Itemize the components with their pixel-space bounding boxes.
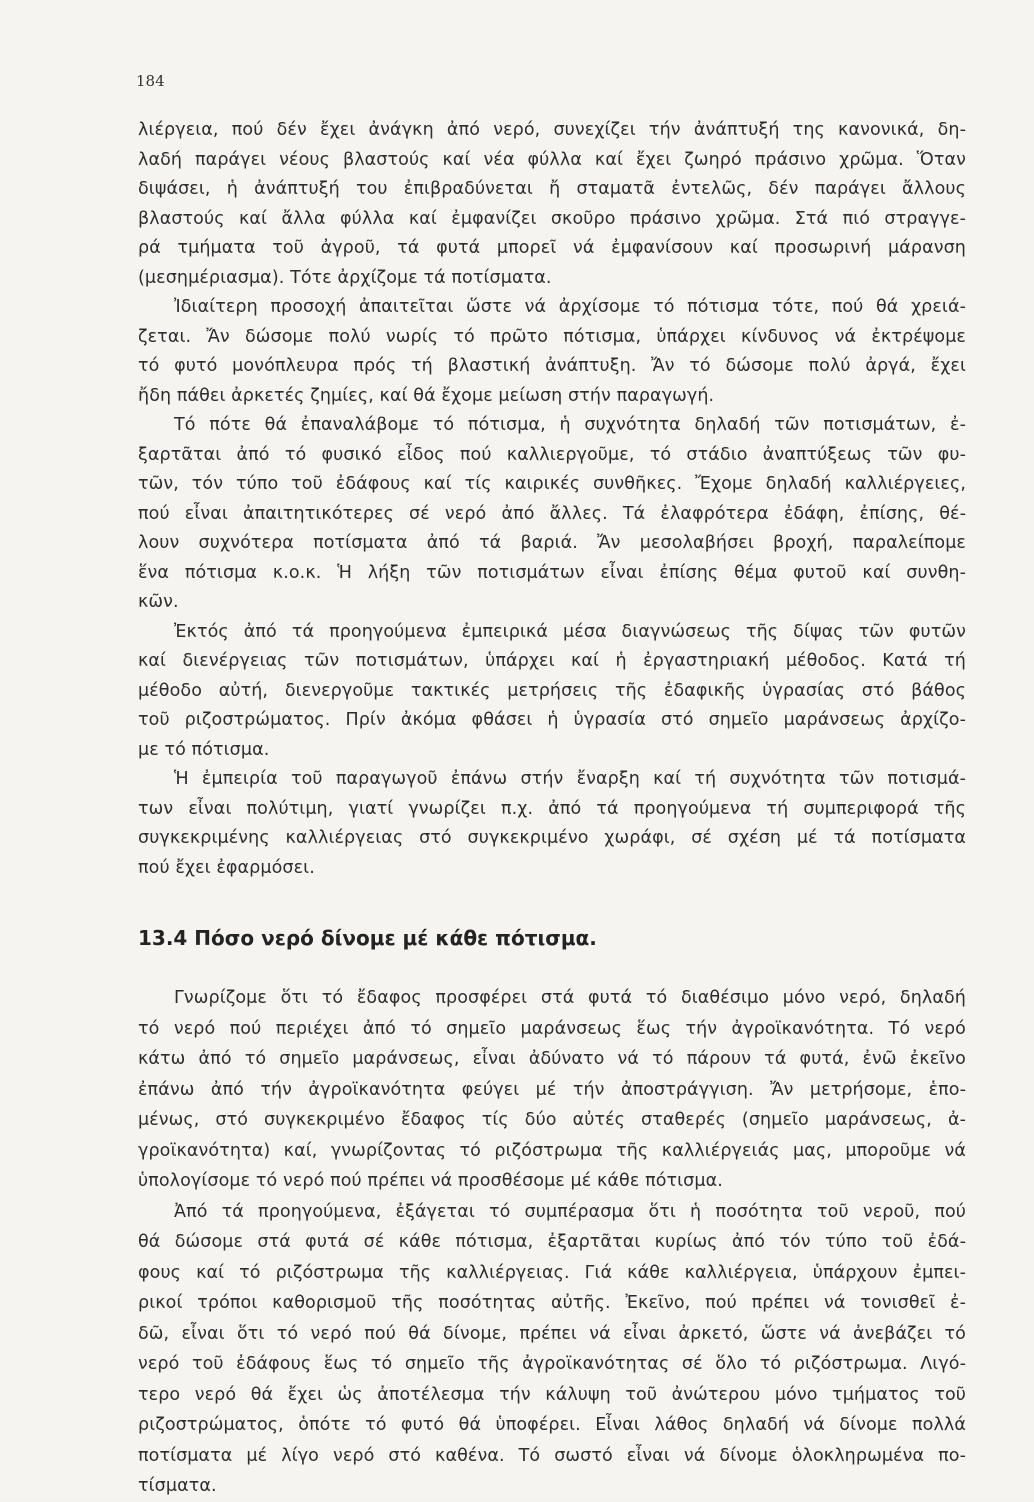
text-line: ποτίσματα μέ λίγο νερό στό καθένα. Τό σωστό εἶναι νά δίνομε ὁλοκληρωμένα πο- [138,1445,966,1466]
text-line: ξαρτᾶται ἀπό τό φυσικό εἶδος πού καλλιεργοῦμε, τό στάδιο ἀναπτύξεως τῶν φυ- [138,444,966,465]
text-line: λαδή παράγει νέους βλαστούς καί νέα φύλλα καί ἔχει ζωηρό πράσινο χρῶμα. Ὅταν [138,149,966,170]
text-line: τό νερό πού περιέχει ἀπό τό σημεῖο μαράνσεως ἕως τήν ἀγροϊκανότητα. Τό νερό [138,1018,966,1039]
text-line: φους καί τό ριζόστρωμα τῆς καλλιέργειας. Γιά κάθε καλλιέργεια, ὑπάρχουν ἐμπει- [138,1262,966,1283]
text-line: Ἡ ἐμπειρία τοῦ παραγωγοῦ ἐπάνω στήν ἔναρξη καί τή συχνότητα τῶν ποτισμά- [174,769,966,789]
section-heading: 13.4 Πόσο νερό δίνομε μέ κάθε πότισμα. [138,926,597,950]
section-1-text [138,116,966,883]
text-line: λιέργεια, πού δέν ἔχει ἀνάγκη ἀπό νερό, συνεχίζει τήν ἀνάπτυξή της κανονικά, δη- [138,120,966,140]
text-line: ζεται. Ἄν δώσομε πολύ νωρίς τό πρῶτο πότισμα, ὑπάρχει κίνδυνος νά ἐκτρέψομε [138,326,966,347]
text-line: τῶν, τόν τύπο τοῦ ἐδάφους καί τίς καιρικές συνθῆκες. Ἔχομε δηλαδή καλλιέργειες, [138,474,966,494]
text-line: ἐπάνω ἀπό τήν ἀγροϊκανότητα φεύγει μέ τήν ἀποστράγγιση. Ἄν μετρήσομε, ἑπο- [138,1079,966,1100]
section-2-text [138,983,966,1502]
text-line: μένως, στό συγκεκριμένο ἔδαφος τίς δύο αὐτές σταθερές (σημεῖο μαράνσεως, ἀ- [138,1110,966,1130]
text-line: καί διενέργειας τῶν ποτισμάτων, ὑπάρχει καί ἡ ἐργαστηριακή μέθοδος. Κατά τή [138,651,966,671]
text-line: δῶ, εἶναι ὅτι τό νερό πού θά δίνομε, πρέπει νά εἶναι ἀρκετό, ὥστε νά ἀνεβάζει τό [138,1323,966,1344]
text-line: βλαστούς καί ἄλλα φύλλα καί ἐμφανίζει σκοῦρο πράσινο χρῶμα. Στά πιό στραγγε- [138,208,966,229]
text-line: κάτω ἀπό τό σημεῖο μαράνσεως, εἶναι ἀδύνατο νά τό πάρουν τά φυτά, ἐνῶ ἐκεῖνο [138,1049,966,1069]
text-line: τό φυτό μονόπλευρα πρός τή βλαστική ἀνάπτυξη. Ἄν τό δώσομε πολύ ἀργά, ἔχει [138,356,966,376]
page-number: 184 [136,72,165,90]
text-line: Ἐκτός ἀπό τά προηγούμενα ἐμπειρικά μέσα διαγνώσεως τῆς δίψας τῶν φυτῶν [174,621,966,642]
text-line: διψάσει, ἡ ἀνάπτυξή του ἐπιβραδύνεται ἤ σταματᾶ ἐντελῶς, δέν παράγει ἄλλους [138,179,966,199]
text-line: λουν συχνότερα ποτίσματα ἀπό τά βαριά. Ἄν μεσολαβήσει βροχή, παραλείπομε [138,533,966,553]
text-line: τοῦ ριζοστρώματος. Πρίν ἀκόμα φθάσει ἡ ὑγρασία στό σημεῖο μαράνσεως ἀρχίζο- [138,710,966,730]
page-body [138,116,966,1502]
text-line: ἤδη πάθει ἀρκετές ζημίες, καί θά ἔχομε μείωση στήν παραγωγή. [138,385,715,406]
text-line: νερό τοῦ ἐδάφους ἕως τό σημεῖο τῆς ἀγροϊκανότητας σέ ὅλο τό ριζόστρωμα. Λιγό- [138,1354,966,1374]
text-line: Τό πότε θά ἐπαναλάβομε τό πότισμα, ἡ συχνότητα δηλαδή τῶν ποτισμάτων, ἐ- [174,415,966,435]
text-line: Γνωρίζομε ὅτι τό ἔδαφος προσφέρει στά φυτά τό διαθέσιμο μόνο νερό, δηλαδή [174,988,966,1008]
text-line: γροϊκανότητα) καί, γνωρίζοντας τό ριζόστρωμα τῆς καλλιέργειάς μας, μποροῦμε νά [138,1140,966,1161]
text-line: Ἰδιαίτερη προσοχή ἀπαιτεῖται ὥστε νά ἀρχίσομε τό πότισμα τότε, πού θά χρειά- [174,297,966,317]
text-line: τερο νερό θά ἔχει ὡς ἀποτέλεσμα τήν κάλυψη τοῦ ἀνώτερου μόνο τμήματος τοῦ [138,1384,966,1405]
text-line: ὑπολογίσομε τό νερό πού πρέπει νά προσθέσομε μέ κάθε πότισμα. [138,1171,723,1191]
text-line: συγκεκριμένης καλλιέργειας στό συγκεκριμένο χωράφι, σέ σχέση μέ τά ποτίσματα [138,828,966,848]
text-line: ρά τμήματα τοῦ ἀγροῦ, τά φυτά μπορεῖ νά ἐμφανίσουν καί προσωρινή μάρανση [138,238,966,258]
text-line: ρικοί τρόποι καθορισμοῦ τῆς ποσότητας αὐτῆς. Ἐκεῖνο, πού πρέπει νά τονισθεῖ ἐ- [138,1293,966,1313]
text-line: τίσματα. [138,1476,217,1496]
text-line: πού ἔχει ἐφαρμόσει. [138,857,315,878]
text-line: των εἶναι πολύτιμη, γιατί γνωρίζει π.χ. ἀπό τά προηγούμενα τή συμπεριφορά τῆς [138,798,966,819]
text-line: κῶν. [138,592,179,612]
text-line: ριζοστρώματος, ὁπότε τό φυτό θά ὑποφέρει. Εἶναι λάθος δηλαδή νά δίνομε πολλά [138,1415,966,1435]
text-line: (μεσημέριασμα). Τότε ἀρχίζομε τά ποτίσματα. [138,267,552,288]
text-line: με τό πότισμα. [138,739,270,760]
text-line: θά δώσομε στά φυτά σέ κάθε πότισμα, ἐξαρτᾶται κυρίως ἀπό τόν τύπο τοῦ ἐδά- [138,1232,966,1252]
text-line: πού εἶναι ἀπαιτητικότερες σέ νερό ἀπό ἄλλες. Τά ἐλαφρότερα ἐδάφη, ἐπίσης, θέ- [138,503,966,524]
text-line: Ἀπό τά προηγούμενα, ἐξάγεται τό συμπέρασμα ὅτι ἡ ποσότητα τοῦ νεροῦ, πού [174,1201,966,1222]
text-line: ἕνα πότισμα κ.ο.κ. Ἡ λήξη τῶν ποτισμάτων εἶναι ἐπίσης θέμα φυτοῦ καί συνθη- [138,562,966,583]
text-line: μέθοδο αὐτή, διενεργοῦμε τακτικές μετρήσεις τῆς ἐδαφικῆς ὑγρασίας στό βάθος [138,680,966,701]
